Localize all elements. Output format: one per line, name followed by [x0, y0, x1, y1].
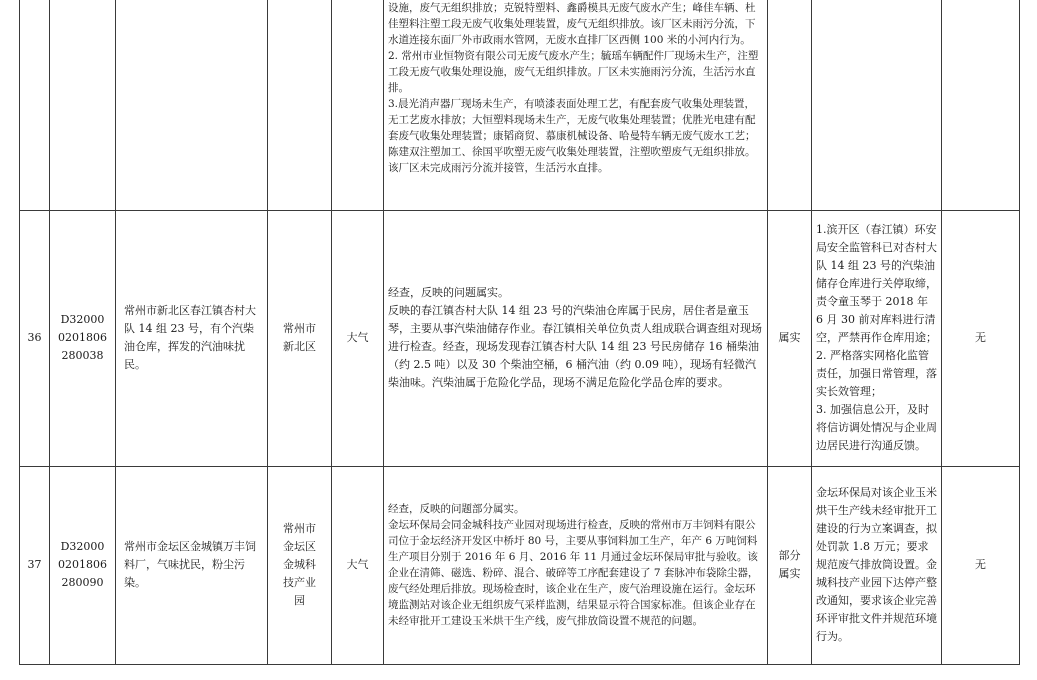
result-paragraph: 设施，废气无组织排放；克锐特塑料、鑫爵模具无废气废水产生；峰佳车辆、杜佳塑料注塑工段无废气收集处理装置，废气无组织排放。该厂区未雨污分流，下水道连接东面厂外市政雨水管网，无废水直排厂区西侧 100 米的小河内行为。: [388, 2, 756, 46]
measure-item: 1.滨开区（春江镇）环安局安全监管科已对杏村大队 14 组 23 号的汽柴油储存仓库进行关停取缔，责令童玉琴于 2018 年 6 月 30 前对库料进行清空，严禁再作仓库用途；: [816, 223, 937, 344]
remark-cell: 无: [942, 466, 1020, 664]
result-cell: [384, 466, 768, 664]
result-paragraph: 经查，反映的问题部分属实。: [388, 503, 525, 515]
district-cell: [268, 0, 332, 210]
table-row: [20, 0, 1020, 210]
result-paragraph: 3.晨光消声器厂现场未生产，有喷漆表面处理工艺，有配套废气收集处理装置，无工艺废水排放；大恒塑料现场未生产，无废气收集处理装置；优胜光电建有配套废气收集处理装置；康韬商贸、慕康机械设备、哈曼特车辆无废气废水工艺；陈建双注塑加工、徐国平吹塑无废气收集处理装置，注塑吹塑废气无组织排放。该厂区未完成雨污分流并接管，生活污水直排。: [388, 98, 756, 174]
result-paragraph: 经查，反映的问题属实。: [388, 286, 509, 299]
table-row: [20, 210, 1020, 466]
type-cell: [332, 0, 384, 210]
result-paragraph: 金坛环保局会同金城科技产业园对现场进行检查，反映的常州市万丰饲料有限公司位于金坛经济开发区中桥圩 80 号，主要从事饲料加工生产，年产 6 万吨饲料生产项目分别于 2016 年 6 月、2016 年 11 月通过金坛环保局审批与验收。该企业在清筛、磁选、粉碎、混合、破碎等工序配套建设了 7 套脉冲布袋除尘器，废气经处理后排放。现场检查时，该企业在生产，废气治理设施在运行。金坛环境监测站对该企业无组织废气采样监测，结果显示符合国家标准。但该企业存在未经审批开工建设玉米烘干生产线，废气排放筒设置不规范的问题。: [388, 519, 759, 627]
remark-cell: [942, 0, 1020, 210]
complaint-cell: [116, 0, 268, 210]
code-cell: D320000201806280038: [50, 210, 116, 466]
no-cell: 36: [20, 210, 50, 466]
verdict-cell: [768, 0, 812, 210]
type-cell: 大气: [332, 210, 384, 466]
code-cell: [50, 0, 116, 210]
measures-cell: [812, 210, 942, 466]
verdict-cell: 属实: [768, 210, 812, 466]
measure-item: 2. 严格落实网格化监管责任，加强日常管理，落实长效管理；: [816, 349, 937, 398]
remark-cell: 无: [942, 210, 1020, 466]
district-cell: 常州市新北区: [268, 210, 332, 466]
measures-cell: [812, 466, 942, 664]
complaint-cell: 常州市新北区春江镇杏村大队 14 组 23 号，有个汽柴油仓库，挥发的汽油味扰民。: [116, 210, 268, 466]
result-cell: [384, 210, 768, 466]
no-cell: 37: [20, 466, 50, 664]
complaint-cell: 常州市金坛区金城镇万丰饲料厂，气味扰民，粉尘污染。: [116, 466, 268, 664]
result-paragraph: 反映的春江镇杏村大队 14 组 23 号的汽柴油仓库属于民房，居住者是童玉琴，主要从事汽柴油储存作业。春江镇相关单位负责人组成联合调查组对现场进行检查。经查，现场发现春江镇杏村大队 14 组 23 号民房储存 16 桶柴油（约 2.5 吨）以及 30 个柴油空桶，6 桶汽油（约 0.09 吨），现场有轻微汽柴油味。汽柴油属于危险化学品，现场不满足危险化学品仓库的要求。: [388, 304, 762, 389]
no-cell: [20, 0, 50, 210]
type-cell: 大气: [332, 466, 384, 664]
code-cell: D320000201806280090: [50, 466, 116, 664]
district-cell: 常州市金坛区金城科技产业园: [268, 466, 332, 664]
result-paragraph: 2. 常州市业恒物资有限公司无废气废水产生；毓瑶车辆配件厂现场未生产，注塑工段无废气收集处理设施，废气无组织排放。厂区未实施雨污分流，生活污水直排。: [388, 50, 759, 94]
result-cell: [384, 0, 768, 210]
verdict-cell: 部分属实: [768, 466, 812, 664]
measure-item: 金坛环保局对该企业玉米烘干生产线未经审批开工建设的行为立案调查，拟处罚款 1.8 万元；要求规范废气排放筒设置。金城科技产业园下达停产整改通知，要求该企业完善环评审批文件并规范环境行为。: [816, 486, 937, 643]
complaint-table: [19, 0, 1020, 665]
measure-item: 3. 加强信息公开，及时将信访调处情况与企业周边居民进行沟通反馈。: [816, 403, 937, 452]
table-row: [20, 466, 1020, 664]
measures-cell: [812, 0, 942, 210]
